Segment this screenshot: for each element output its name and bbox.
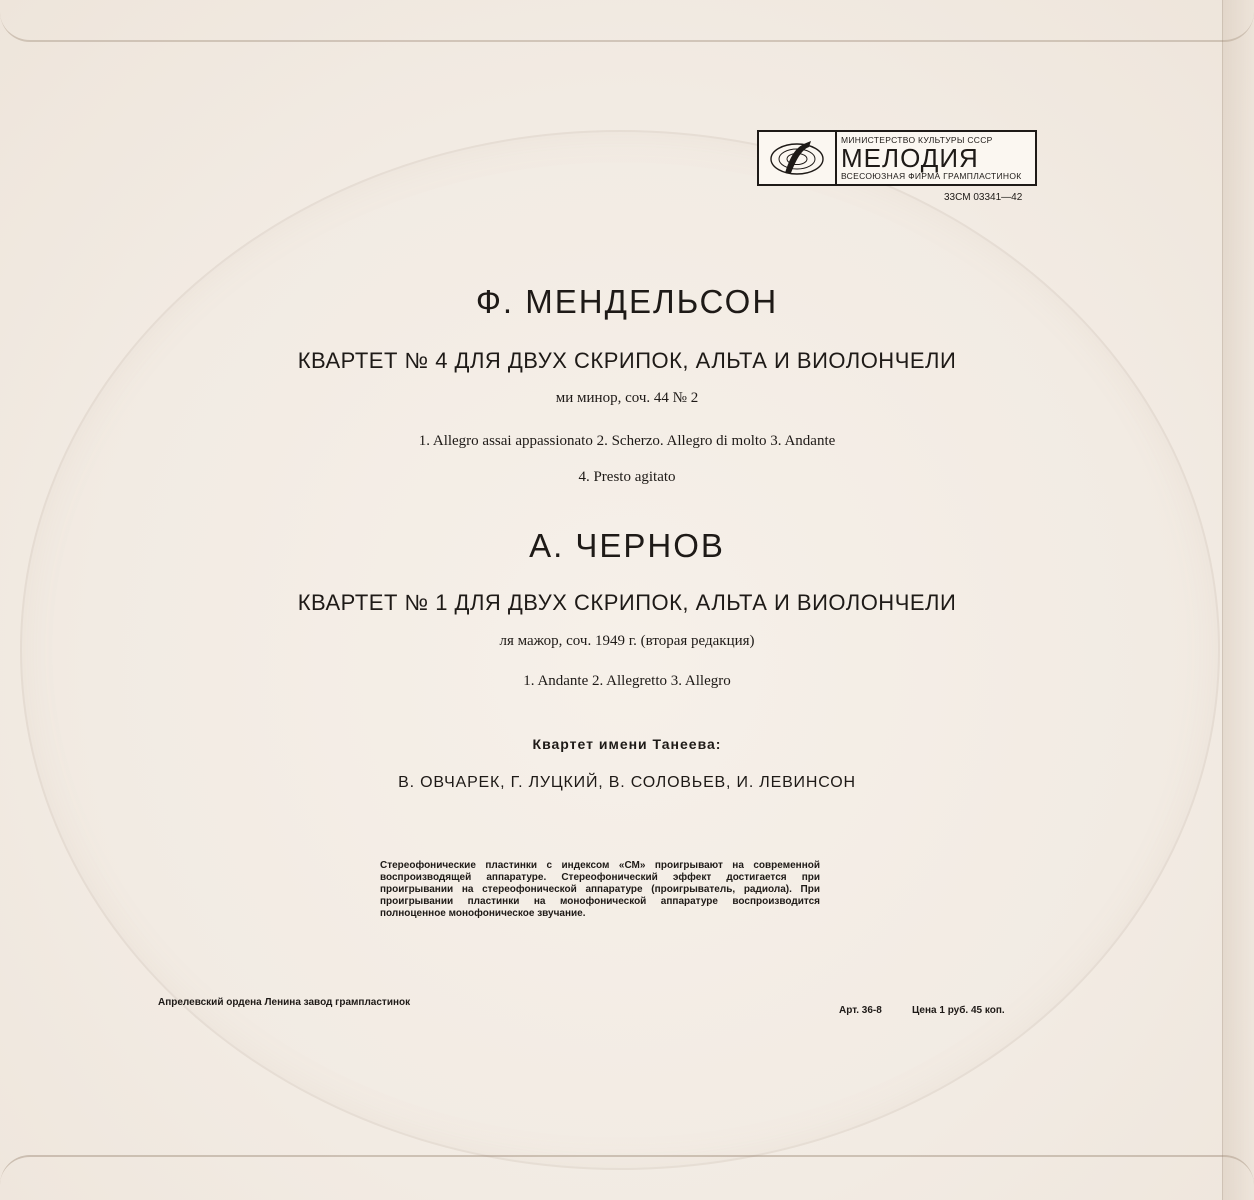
work-title-2: КВАРТЕТ № 1 ДЛЯ ДВУХ СКРИПОК, АЛЬТА И ВИОЛОНЧЕЛИ xyxy=(297,590,957,615)
work-title-1: КВАРТЕТ № 4 ДЛЯ ДВУХ СКРИПОК, АЛЬТА И ВИОЛОНЧЕЛИ xyxy=(297,348,957,373)
sleeve-bottom-edge xyxy=(0,1155,1254,1200)
composer-1: Ф. МЕНДЕЛЬСОН xyxy=(475,283,779,320)
ensemble-name: Квартет имени Танеева: xyxy=(532,736,722,752)
work-key-2: ля мажор, соч. 1949 г. (вторая редакция) xyxy=(499,633,755,649)
logo-ministry-line: МИНИСТЕРСТВО КУЛЬТУРЫ СССР xyxy=(841,135,993,145)
melodiya-logo-icon xyxy=(759,132,837,184)
logo-company-line: ВСЕСОЮЗНАЯ ФИРМА ГРАМПЛАСТИНОК xyxy=(841,171,1022,181)
sleeve-top-edge xyxy=(0,0,1254,42)
stereo-note: Стереофонические пластинки с индексом «СМ» проигрывают на современной воспроизводящей аппаратуре. Стереофонический эффект достигается при проигрывании на стереофонической аппаратуре (проигрыватель, радиола). При проигрывании пластинки на монофонической аппаратуре воспроизводится полноценное монофоническое звучание. xyxy=(380,860,820,919)
price: Цена 1 руб. 45 коп. xyxy=(912,1005,1005,1016)
melodiya-logo xyxy=(757,130,1037,186)
movements-1-line1: 1. Allegro assai appassionato 2. Scherzo. Allegro di molto 3. Andante xyxy=(418,433,836,449)
work-key-1: ми минор, соч. 44 № 2 xyxy=(555,390,699,406)
composer-2: А. ЧЕРНОВ xyxy=(529,527,725,564)
catalog-number: 33СМ 03341—42 xyxy=(944,192,1023,203)
manufacturer: Апрелевский ордена Ленина завод грампластинок xyxy=(158,997,411,1008)
article-number: Арт. 36-8 xyxy=(839,1005,882,1016)
movements-2-line1: 1. Andante 2. Allegretto 3. Allegro xyxy=(523,673,731,689)
logo-brand-name: МЕЛОДИЯ xyxy=(841,143,979,173)
movements-1-line2: 4. Presto agitato xyxy=(578,469,676,485)
performers-list: В. ОВЧАРЕК, Г. ЛУЦКИЙ, В. СОЛОВЬЕВ, И. ЛЕВИНСОН xyxy=(398,774,856,791)
